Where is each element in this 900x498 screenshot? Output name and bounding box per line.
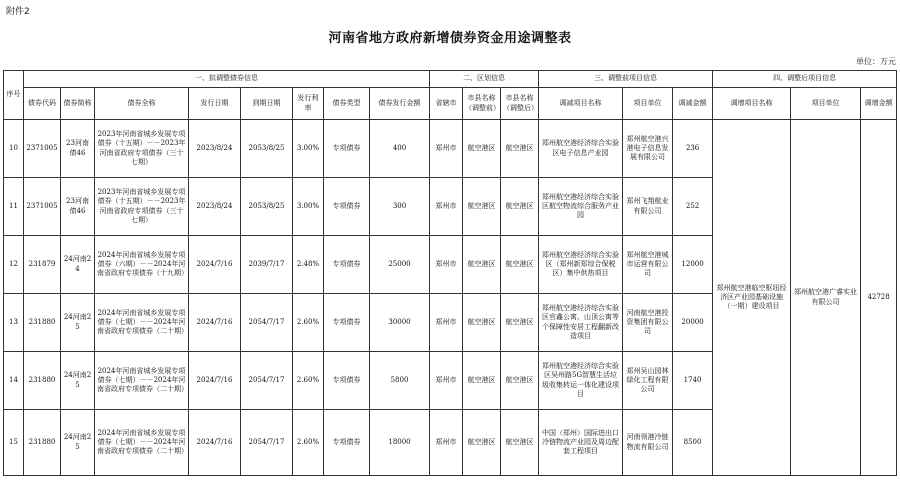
cell-bond-short: 24河南25 (61, 352, 95, 410)
col-amount-after: 调增金额 (861, 88, 897, 120)
col-maturity: 到期日期 (241, 88, 293, 120)
cell-amount-before: 12000 (673, 236, 713, 294)
cell-county-after: 航空港区 (501, 410, 539, 476)
cell-bond-type: 专项债券 (324, 178, 370, 236)
cell-bond-short: 24河南25 (61, 294, 95, 352)
cell-county-after: 航空港区 (501, 294, 539, 352)
col-county-after: 市县名称（调整后） (501, 88, 539, 120)
section-after-info: 四、调整后项目信息 (713, 71, 897, 88)
cell-seq: 11 (4, 178, 24, 236)
cell-province: 郑州市 (430, 120, 463, 178)
cell-issue-amount: 400 (370, 120, 430, 178)
cell-province: 郑州市 (430, 410, 463, 476)
cell-maturity: 2054/7/17 (241, 352, 293, 410)
cell-issue-amount: 25000 (370, 236, 430, 294)
cell-issue-amount: 18000 (370, 410, 430, 476)
cell-maturity: 2054/7/17 (241, 294, 293, 352)
cell-project-after: 郑州航空港临空枢纽经济区产业园基础设施（一期）建设项目 (713, 120, 791, 476)
cell-project-before: 郑州航空港经济综合实验区（郑州新郑综合保税区）集中供热项目 (539, 236, 623, 294)
cell-county-before: 航空港区 (463, 178, 501, 236)
col-bond-full: 债券全称 (95, 88, 189, 120)
cell-maturity: 2054/7/17 (241, 410, 293, 476)
col-project-before: 调减项目名称 (539, 88, 623, 120)
cell-province: 郑州市 (430, 294, 463, 352)
col-bond-type: 债券类型 (324, 88, 370, 120)
cell-project-before: 郑州航空港经济综合实验区吴州路5G智慧生活垃圾收集转运一体化建设项目 (539, 352, 623, 410)
cell-issue-date: 2024/7/16 (189, 410, 241, 476)
cell-bond-short: 23河南债46 (61, 120, 95, 178)
cell-county-after: 航空港区 (501, 352, 539, 410)
cell-bond-code: 231880 (24, 410, 61, 476)
cell-bond-full: 2024年河南省城乡发展专项债券（七期）－－2024年河南省政府专项债券（二十期） (95, 294, 189, 352)
cell-project-before: 郑州航空港经济综合实验区电子信息产业园 (539, 120, 623, 178)
cell-bond-type: 专项债券 (324, 294, 370, 352)
bond-adjustment-table (3, 70, 897, 476)
col-bond-short: 债券简称 (61, 88, 95, 120)
cell-bond-full: 2023年河南省城乡发展专项债券（十五期）－－2023年河南省政府专项债券（三十七期） (95, 178, 189, 236)
cell-amount-before: 236 (673, 120, 713, 178)
section-before-info: 三、调整前项目信息 (539, 71, 713, 88)
col-bond-code: 债券代码 (24, 88, 61, 120)
col-unit-after: 项目单位 (791, 88, 861, 120)
cell-bond-type: 专项债券 (324, 120, 370, 178)
cell-unit-before: 郑州飞翔航业有限公司 (623, 178, 673, 236)
cell-issue-date: 2023/8/24 (189, 178, 241, 236)
cell-amount-before: 252 (673, 178, 713, 236)
cell-maturity: 2053/8/25 (241, 120, 293, 178)
cell-seq: 10 (4, 120, 24, 178)
cell-issue-date: 2024/7/16 (189, 352, 241, 410)
cell-bond-code: 231879 (24, 236, 61, 294)
col-province: 省辖市 (430, 88, 463, 120)
cell-unit-before: 郑州航空港城市运营有限公司 (623, 236, 673, 294)
col-county-before: 市县名称（调整前） (463, 88, 501, 120)
page-title: 河南省地方政府新增债券资金用途调整表 (328, 31, 572, 46)
cell-maturity: 2039/7/17 (241, 236, 293, 294)
col-seq: 序号 (4, 71, 24, 120)
cell-rate: 2.60% (293, 294, 324, 352)
cell-bond-code: 2371005 (24, 178, 61, 236)
cell-county-after: 航空港区 (501, 236, 539, 294)
col-unit-before: 项目单位 (623, 88, 673, 120)
cell-rate: 3.00% (293, 120, 324, 178)
cell-amount-before: 8500 (673, 410, 713, 476)
section-bond-info: 一、拟调整债券信息 (24, 71, 430, 88)
table-row (4, 120, 897, 178)
cell-bond-code: 2371005 (24, 120, 61, 178)
col-issue-date: 发行日期 (189, 88, 241, 120)
cell-unit-before: 河南领港冷链物流有限公司 (623, 410, 673, 476)
cell-seq: 14 (4, 352, 24, 410)
cell-bond-short: 24河南25 (61, 410, 95, 476)
cell-rate: 2.48% (293, 236, 324, 294)
cell-issue-amount: 300 (370, 178, 430, 236)
cell-county-after: 航空港区 (501, 178, 539, 236)
cell-rate: 2.60% (293, 352, 324, 410)
cell-bond-short: 23河南债46 (61, 178, 95, 236)
col-issue-amount: 债券发行金额 (370, 88, 430, 120)
attachment-label: 附件2 (6, 7, 30, 17)
cell-county-before: 航空港区 (463, 294, 501, 352)
cell-seq: 13 (4, 294, 24, 352)
cell-bond-code: 231880 (24, 352, 61, 410)
cell-issue-date: 2024/7/16 (189, 236, 241, 294)
cell-rate: 2.60% (293, 410, 324, 476)
cell-issue-date: 2023/8/24 (189, 120, 241, 178)
section-region-info: 二、区划信息 (430, 71, 539, 88)
cell-project-before: 郑州航空港经济综合实验区航空物流综合服务产业园 (539, 178, 623, 236)
cell-county-before: 航空港区 (463, 410, 501, 476)
cell-county-before: 航空港区 (463, 352, 501, 410)
cell-province: 郑州市 (430, 236, 463, 294)
cell-issue-amount: 30000 (370, 294, 430, 352)
cell-county-after: 航空港区 (501, 120, 539, 178)
cell-amount-before: 1740 (673, 352, 713, 410)
cell-maturity: 2053/8/25 (241, 178, 293, 236)
cell-bond-code: 231880 (24, 294, 61, 352)
cell-bond-type: 专项债券 (324, 352, 370, 410)
cell-project-before: 中国（郑州）国际进出口冷链物流产业园及周边配套工程项目 (539, 410, 623, 476)
cell-unit-before: 郑州吴山园林绿化工程有限公司 (623, 352, 673, 410)
cell-unit-before: 郑州航空港兴港电子信息发展有限公司 (623, 120, 673, 178)
cell-amount-before: 20000 (673, 294, 713, 352)
unit-label: 单位：万元 (856, 57, 896, 66)
cell-bond-full: 2023年河南省城乡发展专项债券（十五期）－－2023年河南省政府专项债券（三十七期） (95, 120, 189, 178)
cell-county-before: 航空港区 (463, 236, 501, 294)
cell-seq: 15 (4, 410, 24, 476)
cell-province: 郑州市 (430, 352, 463, 410)
cell-province: 郑州市 (430, 178, 463, 236)
cell-bond-full: 2024年河南省城乡发展专项债券（七期）－－2024年河南省政府专项债券（二十期） (95, 410, 189, 476)
cell-rate: 3.00% (293, 178, 324, 236)
col-rate: 发行利率 (293, 88, 324, 120)
cell-project-before: 郑州航空港经济综合实验区官鑫公寓、山顶公寓等个保障性安居工程翻新改造项目 (539, 294, 623, 352)
cell-bond-type: 专项债券 (324, 236, 370, 294)
cell-issue-date: 2024/7/16 (189, 294, 241, 352)
cell-bond-full: 2024年河南省城乡发展专项债券（六期）－－2024年河南省政府专项债券（十九期） (95, 236, 189, 294)
cell-bond-full: 2024年河南省城乡发展专项债券（七期）－－2024年河南省政府专项债券（二十期） (95, 352, 189, 410)
cell-amount-after: 42728 (861, 120, 897, 476)
col-project-after: 调增项目名称 (713, 88, 791, 120)
col-amount-before: 调减金额 (673, 88, 713, 120)
cell-bond-type: 专项债券 (324, 410, 370, 476)
cell-unit-before: 河南航空港投资集团有限公司 (623, 294, 673, 352)
cell-issue-amount: 5800 (370, 352, 430, 410)
cell-seq: 12 (4, 236, 24, 294)
cell-county-before: 航空港区 (463, 120, 501, 178)
cell-bond-short: 24河南24 (61, 236, 95, 294)
cell-unit-after: 郑州航空港广睿实业有限公司 (791, 120, 861, 476)
